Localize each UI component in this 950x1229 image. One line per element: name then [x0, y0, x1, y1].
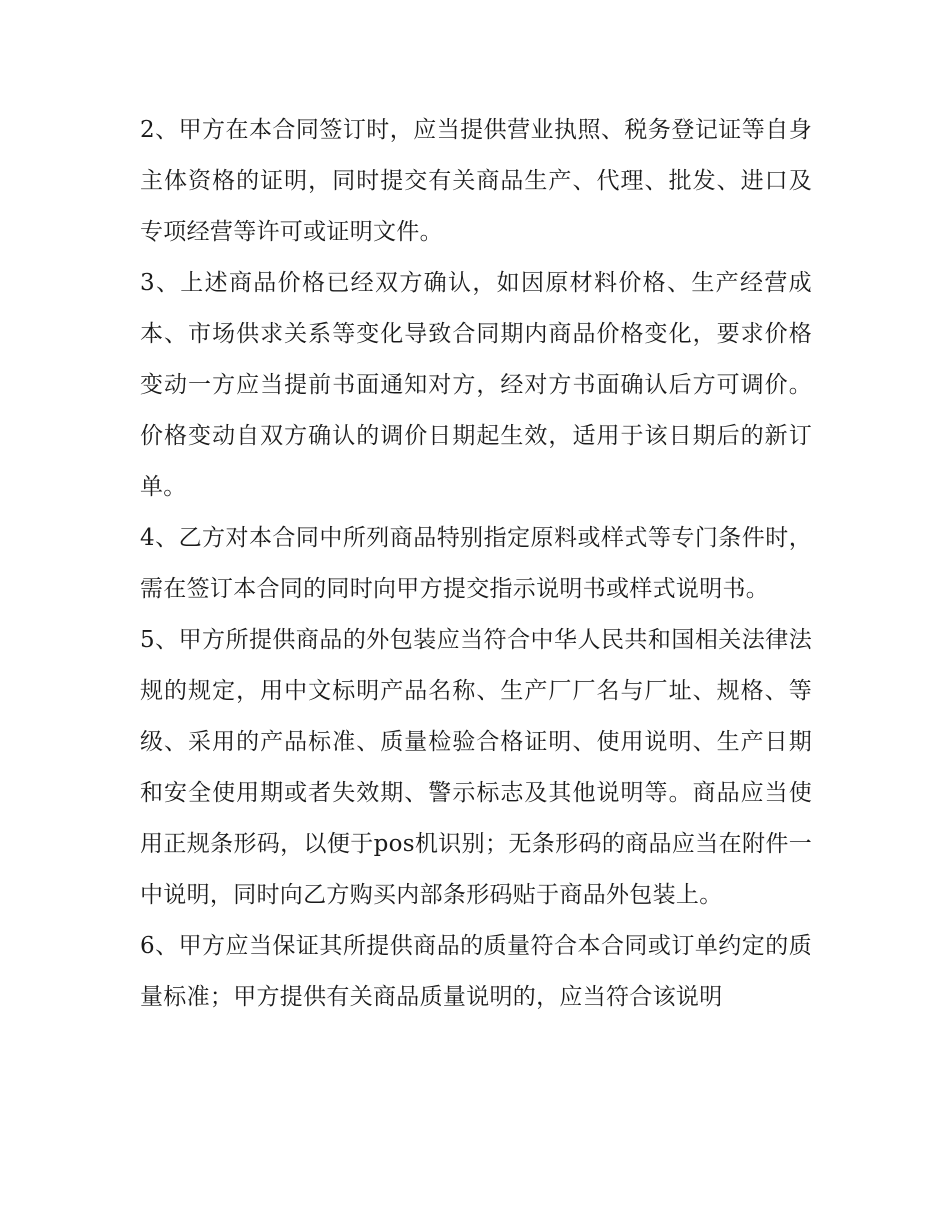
paragraph-clause-5: 5、甲方所提供商品的外包装应当符合中华人民共和国相关法律法规的规定，用中文标明产品名称、生产厂厂名与厂址、规格、等级、采用的产品标准、质量检验合格证明、使用说明、生产日期和安全使用期或者失效期、警示标志及其他说明等。商品应当使用正规条形码，以便于pos机识别；无条形码的商品应当在附件一中说明，同时向乙方购买内部条形码贴于商品外包装上。: [140, 627, 812, 908]
paragraph-clause-6: 6、甲方应当保证其所提供商品的质量符合本合同或订单约定的质量标准；甲方提供有关商品质量说明的，应当符合该说明: [140, 933, 812, 1010]
paragraph-clause-4: 4、乙方对本合同中所列商品特别指定原料或样式等专门条件时，需在签订本合同的同时向甲方提交指示说明书或样式说明书。: [140, 525, 812, 602]
document-body: [140, 105, 812, 1023]
paragraph-clause-3: 3、上述商品价格已经双方确认，如因原材料价格、生产经营成本、市场供求关系等变化导致合同期内商品价格变化，要求价格变动一方应当提前书面通知对方，经对方书面确认后方可调价。价格变动自双方确认的调价日期起生效，适用于该日期后的新订单。: [140, 270, 812, 500]
paragraph-clause-2: 2、甲方在本合同签订时，应当提供营业执照、税务登记证等自身主体资格的证明，同时提交有关商品生产、代理、批发、进口及专项经营等许可或证明文件。: [140, 117, 812, 245]
